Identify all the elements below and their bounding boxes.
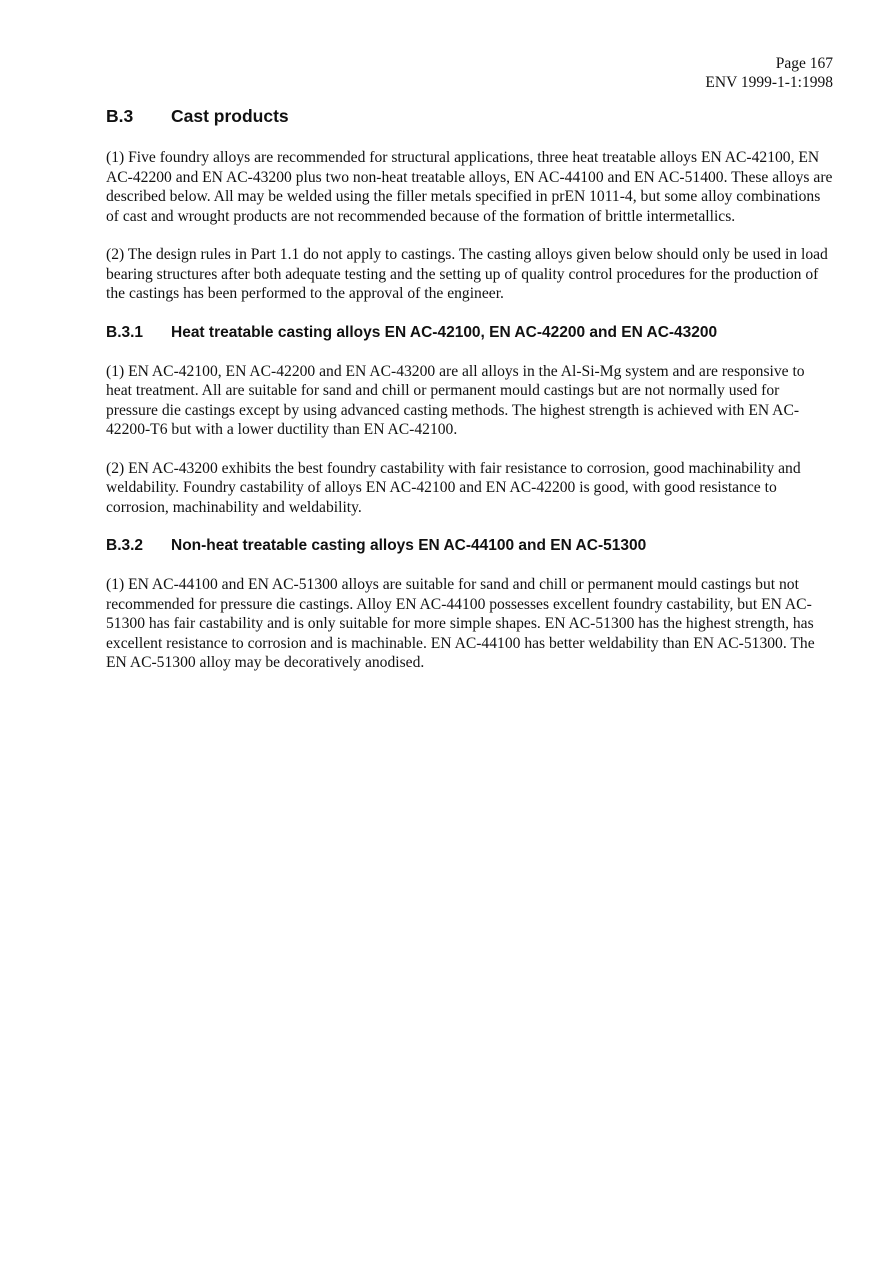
section-title: Non-heat treatable casting alloys EN AC-44100 and EN AC-51300 (171, 537, 647, 554)
section-title: Heat treatable casting alloys EN AC-42100, EN AC-42200 and EN AC-43200 (171, 323, 718, 341)
section-heading-b31 (106, 323, 834, 343)
paragraph-b31-2: (2) EN AC-43200 exhibits the best foundry castability with fair resistance to corrosion, good machinability and weldability. Foundry castability of alloys EN AC-42100 and EN AC-42200 is good, with good resistance to corrosion, machinability and weldability. (106, 459, 801, 516)
paragraph-b31-1: (1) EN AC-42100, EN AC-42200 and EN AC-43200 are all alloys in the Al-Si-Mg system and are responsive to heat treatment. All are suitable for sand and chill or permanent mould castings but are not normally used for pressure die castings except by using advanced casting methods. The highest strength is achieved with EN AC-42200-T6 but with a lower ductility than EN AC-42100. (106, 362, 805, 438)
section-b32 (106, 536, 834, 673)
section-b3 (106, 104, 834, 304)
page-number: Page 167 (775, 55, 833, 72)
paragraph-b32-1: (1) EN AC-44100 and EN AC-51300 alloys are suitable for sand and chill or permanent mould castings but not recommended for pressure die castings. Alloy EN AC-44100 possesses excellent foundry castability, but EN AC-51300 has fair castability and is only suitable for more simple shapes. EN AC-51300 has the highest strength, has excellent resistance to corrosion and is machinable. EN AC-44100 has better weldability than EN AC-51300. The EN AC-51300 alloy may be decoratively anodised. (106, 576, 815, 671)
section-number: B.3.2 (106, 537, 144, 554)
paragraph-b3-2: (2) The design rules in Part 1.1 do not apply to castings. The casting alloys given below should only be used in load bearing structures after both adequate testing and the setting up of quality control procedures for the production of the castings has been performed to the approval of the engineer. (106, 246, 828, 302)
section-heading-b32 (106, 536, 834, 556)
paragraph-b3-1: (1) Five foundry alloys are recommended for structural applications, three heat treatable alloys EN AC-42100, EN AC-42200 and EN AC-43200 plus two non-heat treatable alloys, EN AC-44100 and EN AC-51400. These alloys are described below. All may be welded using the filler metals specified in prEN 1011-4, but some alloy combinations of cast and wrought products are not recommended because of the formation of brittle intermetallics. (106, 149, 833, 225)
section-number: B.3.1 (106, 323, 144, 341)
document-reference: ENV 1999-1-1:1998 (705, 74, 833, 91)
section-heading-b3 (106, 104, 834, 128)
document-body (106, 104, 834, 692)
section-title: Cast products (171, 106, 289, 126)
page-header (705, 54, 833, 92)
section-number: B.3 (106, 106, 134, 126)
section-b31 (106, 323, 834, 518)
